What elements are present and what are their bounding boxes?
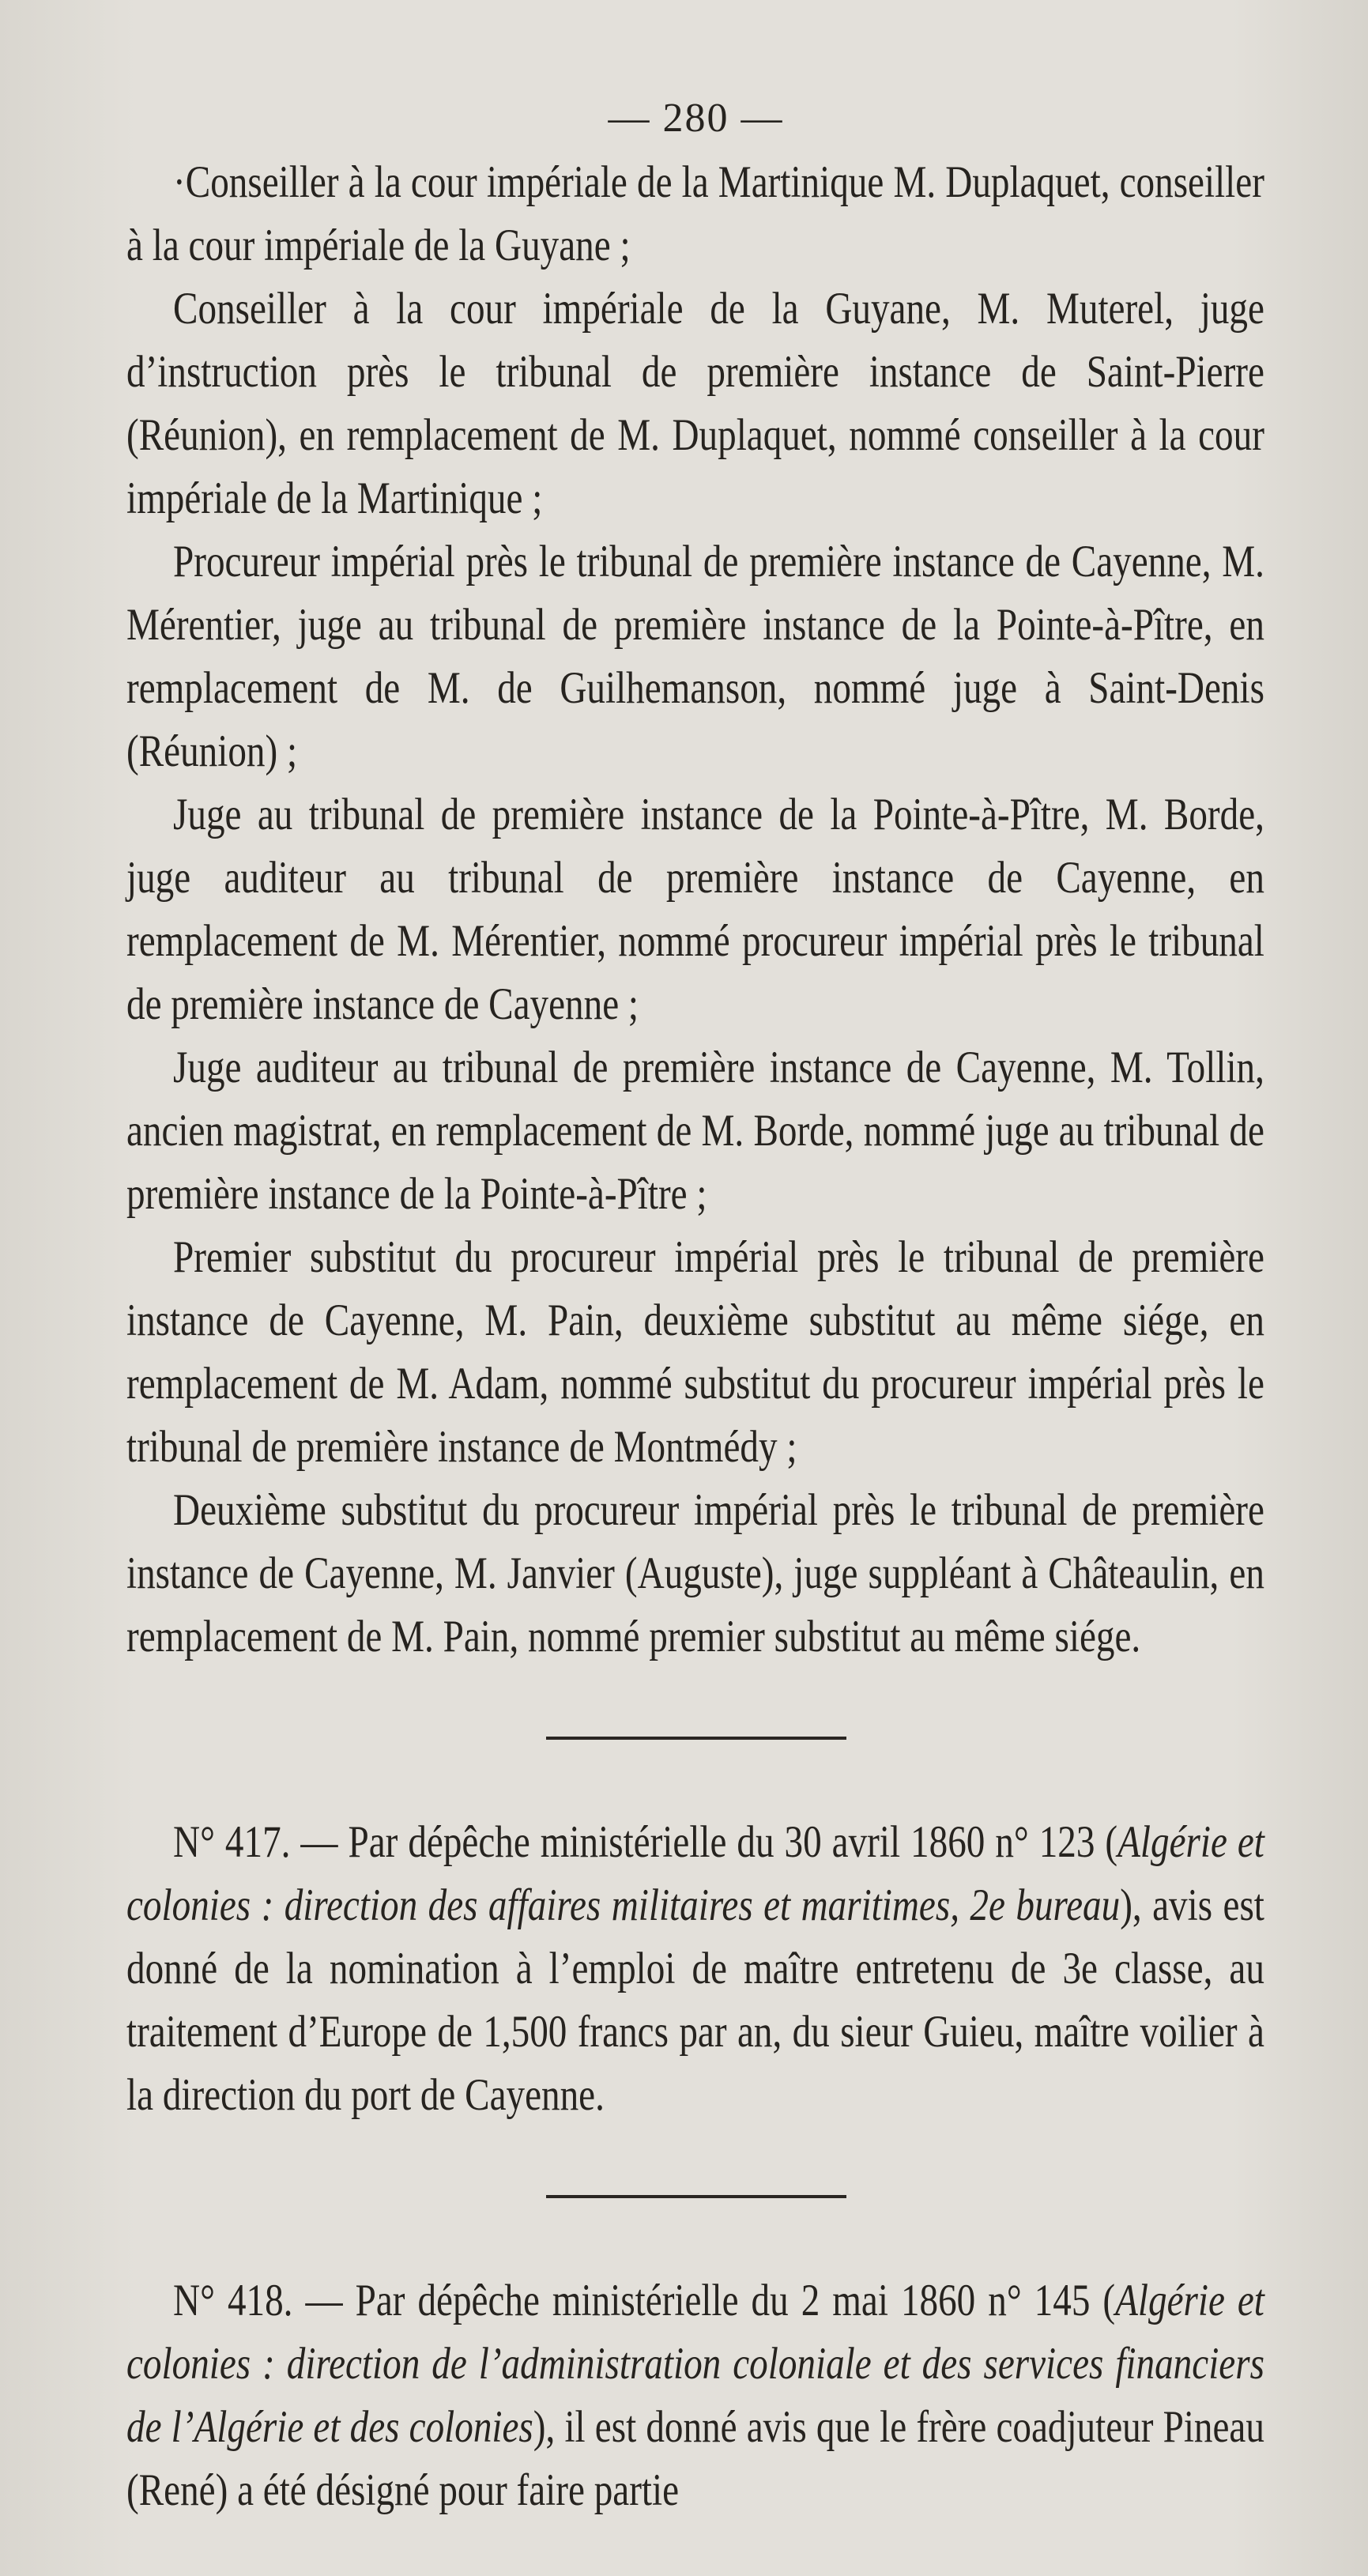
paragraph-3: Procureur impérial près le tribunal de première instance de Cayenne, M. Mérentier, juge au tribunal de première instance de la Pointe-à-Pître, en remplacement de M. de Guilhemanson, nommé juge à Saint-Denis (Réunion) ; (126, 537, 1264, 776)
notice-418-lead: N° 418. — Par dépêche ministérielle du 2 mai 1860 n° 145 ( (173, 2276, 1116, 2325)
notice-418-body: ), il est donné avis que le frère coadjuteur Pineau (René) a été désigné pour faire partie (126, 2402, 1264, 2515)
section-divider (546, 1737, 846, 1740)
paragraph-4: Juge au tribunal de première instance de la Pointe-à-Pître, M. Borde, juge auditeur au tribunal de première instance de Cayenne, en remplacement de M. Mérentier, nommé procureur impérial près le tribunal de première instance de Cayenne ; (126, 790, 1264, 1029)
notice-418-direction: Algérie et colonies : direction de l’administration coloniale et des services financiers de l’Algérie et des colonies (126, 2276, 1264, 2452)
paragraph-6: Premier substitut du procureur impérial près le tribunal de première instance de Cayenne, M. Pain, deuxième substitut au même siége, en remplacement de M. Adam, nommé substitut du procureur impérial près le tribunal de première instance de Montmédy ; (126, 1232, 1264, 1472)
paragraph-2: Conseiller à la cour impériale de la Guyane, M. Muterel, juge d’instruction près le tribunal de première instance de Saint-Pierre (Réunion), en remplacement de M. Duplaquet, nommé conseiller à la cour impériale de la Martinique ; (126, 284, 1264, 523)
section-divider (546, 2195, 846, 2198)
paragraph-5: Juge auditeur au tribunal de première instance de Cayenne, M. Tollin, ancien magistrat, en remplacement de M. Borde, nommé juge au tribunal de première instance de la Pointe-à-Pître ; (126, 1043, 1264, 1219)
page-number: — 280 — (608, 96, 784, 141)
notice-417-lead: N° 417. — Par dépêche ministérielle du 30 avril 1860 n° 123 ( (173, 1817, 1118, 1867)
paragraph-1: ·Conseiller à la cour impériale de la Martinique M. Duplaquet, conseiller à la cour impériale de la Guyane ; (126, 157, 1264, 270)
paragraph-7: Deuxième substitut du procureur impérial près le tribunal de première instance de Cayenne, M. Janvier (Auguste), juge suppléant à Châteaulin, en remplacement de M. Pain, nommé premier substitut au même siége. (126, 1485, 1264, 1661)
notice-417-body: ), avis est donné de la nomination à l’emploi de maître entretenu de 3e classe, au traitement d’Europe de 1,500 francs par an, du sieur Guieu, maître voilier à la direction du port de Cayenne. (126, 1880, 1264, 2120)
notice-417-direction: Algérie et colonies : direction des affaires militaires et maritimes, 2e bureau (126, 1817, 1264, 1930)
notice-417 (126, 1811, 1264, 2127)
notice-418 (126, 2269, 1264, 2522)
